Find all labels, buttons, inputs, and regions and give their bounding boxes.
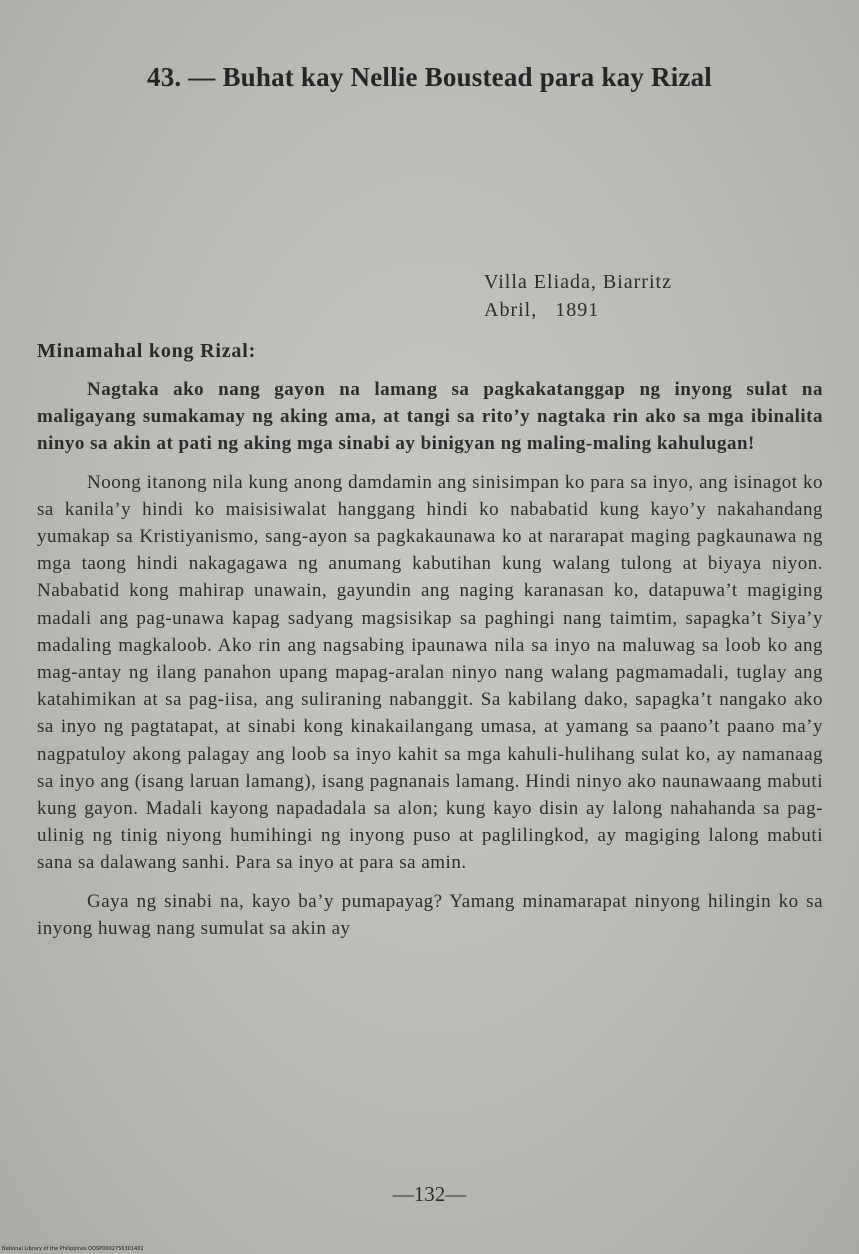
letter-date: Abril, 1891 (484, 299, 600, 321)
letter-place: Villa Eliada, Biarritz (484, 271, 672, 293)
letter-paragraph-1: Nagtaka ako nang gayon na lamang sa pagkakatanggap ng inyong sulat na maligayang sumakamay ng aking ama, at tangi sa rito’y nagtaka rin ako sa mga ibinalita ninyo sa akin at pati ng aking mga sinabi ay binigyan ng maling-maling kahulugan! (37, 379, 823, 455)
letter-salutation: Minamahal kong Rizal: (37, 340, 257, 362)
letter-paragraph-2: Noong itanong nila kung anong damdamin ang sinisimpan ko para sa inyo, ang isinagot ko sa kanila’y hindi ko maisisiwalat hanggang hindi ko nababatid kung kayo’y nakahandang yumakap sa Kristiyanismo, sang-ayon sa pagkakaunawa ko at nararapat maging pagkaunawa ng mga taong hindi nakagagawa ng anumang kabutihan kung walang tulong at biyaya niyon. Nababatid kong mahirap unawain, gayundin ang naging karanasan ko, datapuwa’t magiging madali ang pag-unawa kapag sadyang magsisikap sa paghingi nang taimtim, sapagka’t Siya’y madaling magkaloob. Ako rin ang nagsabing ipaunawa nila sa inyo na maluwag sa loob ko ang mag-antay ng ilang panahon upang mapag-aralan ninyo nang walang pagmamadali, tuglay ang katahimikan at sa pag-iisa, ang suliraning nabanggit. Sa kabilang dako, sapagka’t nangako ako sa inyo ng pagtatapat, at sinabi kong kinakailangang umasa, at yamang sa paano’t paano ma’y nagpatuloy akong palagay ang loob sa inyo kahit sa mga kahuli-hulihang sulat ko, ay namanaag sa inyo ang (isang laruan lamang), isang pagnanais lamang. Hindi ninyo ako naunawaang mabuti kung gayon. Madali kayong napadadala sa alon; kung kayo disin ay lalong nahahanda sa pag-ulinig ng tinig niyong humihingi ng inyong puso at paglilingkod, ay magiging lalong mabuti sana sa dalawang sanhi. Para sa inyo at para sa amin. (37, 471, 823, 874)
letter-paragraph-3: Gaya ng sinabi na, kayo ba’y pumapayag? Yamang minamarapat ninyong hilingin ko sa inyong huwag nang sumulat sa akin ay (37, 890, 823, 939)
letter-heading (484, 268, 672, 324)
letter-body (37, 376, 823, 942)
scan-credit: National Library of the Philippines DOSP0002756301401 (2, 1246, 144, 1252)
letter-title: 43. — Buhat kay Nellie Boustead para kay Rizal (147, 62, 712, 92)
page-number: —132— (392, 1182, 467, 1206)
